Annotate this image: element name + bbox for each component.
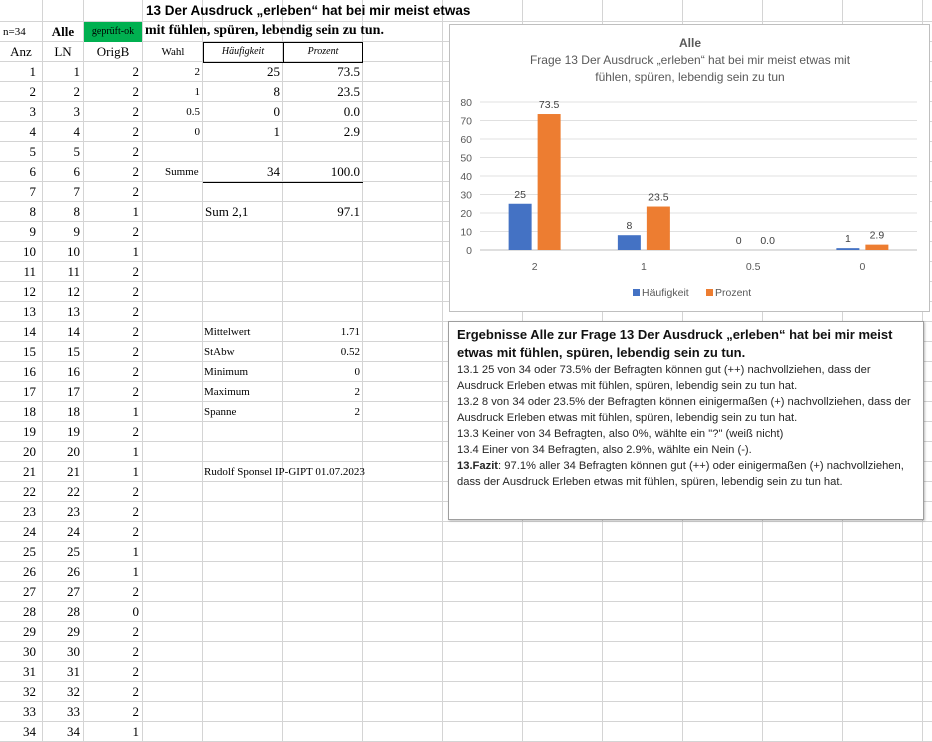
row-anz[interactable]: 34 [23, 724, 36, 739]
freq-wahl[interactable]: 1 [194, 86, 200, 98]
sheet-title[interactable]: 13 Der Ausdruck „erleben“ hat bei mir meist etwas [146, 3, 471, 18]
stat-label[interactable]: Mittelwert [204, 326, 251, 338]
data-label: 73.5 [538, 99, 560, 112]
author-credit[interactable]: Rudolf Sponsel IP-GIPT 01.07.2023 [204, 466, 365, 478]
fazit-label: 13.Fazit [457, 460, 499, 472]
y-tick-label: 60 [460, 134, 472, 146]
checked-label: geprüft-ok [91, 26, 135, 37]
data-label: 2.9 [869, 229, 885, 242]
data-label: 8 [626, 220, 633, 233]
header-ln[interactable]: LN [54, 44, 72, 59]
row-ln[interactable]: 32 [67, 684, 80, 699]
legend-label: Prozent [715, 287, 752, 299]
header-wahl[interactable]: Wahl [161, 46, 185, 58]
freq-haeufigkeit[interactable]: 25 [267, 64, 280, 79]
y-tick-label: 30 [460, 189, 472, 202]
row-origb[interactable]: 2 [132, 284, 139, 299]
stat-value[interactable]: 0.52 [340, 346, 360, 358]
row-ln[interactable]: 30 [67, 644, 80, 659]
row-ln[interactable]: 27 [67, 584, 80, 599]
table-border-right [362, 42, 363, 62]
legend-swatch [633, 289, 640, 296]
row-anz[interactable]: 5 [29, 144, 36, 159]
header-origb[interactable]: OrigB [96, 44, 130, 59]
row-origb[interactable]: 1 [132, 404, 139, 419]
stat-value[interactable]: 2 [354, 386, 360, 398]
freq-wahl[interactable]: 0 [194, 126, 200, 138]
row-ln[interactable]: 1 [73, 64, 80, 79]
row-origb[interactable]: 2 [132, 364, 139, 379]
x-tick-label: 2 [531, 261, 538, 273]
table-border-header [203, 62, 363, 63]
y-tick-label: 70 [460, 115, 472, 128]
freq-prozent[interactable]: 2.9 [343, 124, 360, 139]
header-anz[interactable]: Anz [10, 44, 32, 59]
row-origb[interactable]: 2 [132, 224, 139, 239]
legend-label: Häufigkeit [642, 287, 689, 299]
row-anz[interactable]: 30 [23, 644, 36, 659]
y-tick-label: 10 [460, 226, 472, 239]
results-textbox[interactable] [448, 321, 924, 520]
row-origb[interactable]: 2 [132, 104, 139, 119]
summe-prozent[interactable]: 100.0 [330, 164, 360, 179]
row-ln[interactable]: 24 [67, 524, 80, 539]
row-anz[interactable]: 26 [23, 564, 36, 579]
row-anz[interactable]: 3 [29, 104, 36, 119]
row-origb[interactable]: 2 [132, 524, 139, 539]
row-ln[interactable]: 4 [73, 124, 80, 139]
row-anz[interactable]: 17 [23, 384, 36, 399]
row-origb[interactable]: 2 [132, 144, 139, 159]
row-anz[interactable]: 9 [29, 224, 36, 239]
x-tick-label: 0.5 [745, 261, 761, 273]
data-label: 25 [514, 188, 526, 201]
row-ln[interactable]: 5 [73, 144, 80, 159]
row-anz[interactable]: 15 [23, 344, 36, 359]
grid-col-line [362, 0, 363, 742]
row-origb[interactable]: 2 [132, 64, 139, 79]
row-anz[interactable]: 21 [23, 464, 36, 479]
row-ln[interactable]: 19 [67, 424, 80, 439]
row-anz[interactable]: 29 [23, 624, 36, 639]
row-origb[interactable]: 2 [132, 84, 139, 99]
row-ln[interactable]: 20 [67, 444, 80, 459]
row-anz[interactable]: 20 [23, 444, 36, 459]
freq-prozent[interactable]: 73.5 [337, 64, 360, 79]
bar-haeufigkeit [509, 204, 532, 250]
row-origb[interactable]: 0 [132, 604, 139, 619]
grid-row-line [0, 721, 932, 722]
chart-subtitle-line2: fühlen, spüren, lebendig sein zu tun [595, 70, 785, 84]
x-tick-label: 1 [640, 261, 647, 273]
fazit-text: : 97.1% aller 34 Befragten können gut (++) oder einigermaßen (+) nachvollziehen, dass der Ausdruck Erleben etwas mit fühlen, spüren, lebendig sein zu tun hat. [457, 460, 904, 488]
row-anz[interactable]: 1 [29, 64, 36, 79]
row-ln[interactable]: 23 [67, 504, 80, 519]
stat-value[interactable]: 0 [354, 366, 360, 378]
stat-value[interactable]: 2 [354, 406, 360, 418]
row-ln[interactable]: 25 [67, 544, 80, 559]
row-origb[interactable]: 1 [132, 444, 139, 459]
row-origb[interactable]: 2 [132, 184, 139, 199]
row-anz[interactable]: 33 [23, 704, 36, 719]
summe-haeufigkeit[interactable]: 34 [267, 164, 280, 179]
alle-label[interactable]: Alle [51, 24, 75, 39]
row-origb[interactable]: 2 [132, 324, 139, 339]
x-tick-label: 0 [859, 261, 866, 273]
grid-row-line [0, 641, 932, 642]
y-tick-label: 80 [460, 97, 472, 109]
row-anz[interactable]: 23 [23, 504, 36, 519]
y-tick-label: 20 [460, 208, 472, 220]
chart-panel[interactable] [449, 24, 930, 312]
row-anz[interactable]: 8 [29, 204, 36, 219]
row-origb[interactable]: 2 [132, 644, 139, 659]
row-anz[interactable]: 2 [29, 84, 36, 99]
header-haeufigkeit[interactable]: Häufigkeit [221, 46, 265, 57]
bar-chart [450, 25, 931, 313]
chart-subtitle-line1: Frage 13 Der Ausdruck „erleben“ hat bei mir meist etwas mit [529, 53, 851, 67]
row-anz[interactable]: 28 [23, 604, 36, 619]
row-ln[interactable]: 6 [73, 164, 80, 179]
row-anz[interactable]: 7 [29, 184, 36, 199]
header-prozent[interactable]: Prozent [307, 46, 339, 57]
stat-label[interactable]: Minimum [204, 366, 249, 378]
legend-swatch [706, 289, 713, 296]
grid-row-line [0, 661, 932, 662]
summe-border [203, 182, 363, 183]
row-origb[interactable]: 2 [132, 584, 139, 599]
row-ln[interactable]: 17 [67, 384, 80, 399]
results-p3: 13.3 Keiner von 34 Befragten, also 0%, wählte ein "?" (weiß nicht) [457, 428, 784, 440]
stat-label[interactable]: Maximum [204, 386, 250, 398]
row-ln[interactable]: 3 [73, 104, 80, 119]
row-anz[interactable]: 10 [23, 244, 36, 259]
row-anz[interactable]: 13 [23, 304, 36, 319]
results-fazit [457, 458, 915, 490]
freq-haeufigkeit[interactable]: 1 [273, 124, 280, 139]
table-border-mid [283, 42, 284, 62]
row-ln[interactable]: 31 [67, 664, 80, 679]
results-title: Ergebnisse Alle zur Frage 13 Der Ausdruck „erleben“ hat bei mir meist etwas mit fühlen, spüren, lebendig sein zu tun. [457, 327, 893, 360]
row-ln[interactable]: 9 [73, 224, 80, 239]
grid-row-line [0, 621, 932, 622]
chart-title: Alle [678, 36, 702, 50]
row-anz[interactable]: 22 [23, 484, 36, 499]
grid-row-line [0, 581, 932, 582]
grid-row-line [0, 701, 932, 702]
row-anz[interactable]: 19 [23, 424, 36, 439]
data-label: 0.0 [760, 235, 775, 247]
row-ln[interactable]: 29 [67, 624, 80, 639]
stat-label[interactable]: StAbw [204, 346, 235, 358]
row-origb[interactable]: 2 [132, 304, 139, 319]
row-anz[interactable]: 25 [23, 544, 36, 559]
row-origb[interactable]: 2 [132, 424, 139, 439]
grid-row-line [0, 521, 932, 522]
freq-haeufigkeit[interactable]: 8 [273, 84, 280, 99]
row-origb[interactable]: 1 [132, 464, 139, 479]
row-anz[interactable]: 32 [23, 684, 36, 699]
n-label[interactable]: n=34 [3, 26, 26, 38]
row-origb[interactable]: 2 [132, 484, 139, 499]
stat-value[interactable]: 1.71 [340, 326, 360, 338]
table-border-left [203, 42, 204, 62]
bar-haeufigkeit [618, 235, 641, 250]
row-anz[interactable]: 6 [29, 164, 36, 179]
row-ln[interactable]: 16 [67, 364, 80, 379]
row-ln[interactable]: 14 [67, 324, 80, 339]
results-p2: 13.2 8 von 34 oder 23.5% der Befragten können einigermaßen (+) nachvollziehen, dass der Ausdruck Erleben etwas mit fühlen, spüren, lebendig sein zu tun hat. [457, 396, 911, 424]
freq-haeufigkeit[interactable]: 0 [273, 104, 280, 119]
row-origb[interactable]: 1 [132, 204, 139, 219]
row-ln[interactable]: 33 [67, 704, 80, 719]
row-ln[interactable]: 13 [67, 304, 80, 319]
row-anz[interactable]: 11 [23, 264, 36, 279]
sum21-value[interactable]: 97.1 [337, 204, 360, 219]
row-origb[interactable]: 2 [132, 664, 139, 679]
results-p4: 13.4 Einer von 34 Befragten, also 2.9%, wählte ein Nein (-). [457, 444, 752, 456]
row-origb[interactable]: 2 [132, 164, 139, 179]
sum21-label[interactable]: Sum 2,1 [205, 204, 249, 219]
row-anz[interactable]: 31 [23, 664, 36, 679]
row-ln[interactable]: 26 [67, 564, 80, 579]
freq-prozent[interactable]: 0.0 [343, 104, 360, 119]
stat-label[interactable]: Spanne [204, 406, 237, 418]
row-anz[interactable]: 27 [23, 584, 36, 599]
row-anz[interactable]: 16 [23, 364, 36, 379]
row-ln[interactable]: 18 [67, 404, 80, 419]
freq-wahl[interactable]: 2 [194, 66, 200, 78]
bar-prozent [538, 114, 561, 250]
row-anz[interactable]: 24 [23, 524, 36, 539]
row-origb[interactable]: 2 [132, 704, 139, 719]
row-origb[interactable]: 1 [132, 724, 139, 739]
data-label: 23.5 [648, 191, 669, 204]
row-ln[interactable]: 34 [67, 724, 80, 739]
sheet-subtitle[interactable]: mit fühlen, spüren, lebendig sein zu tun. [145, 23, 384, 38]
freq-prozent[interactable]: 23.5 [337, 84, 360, 99]
row-ln[interactable]: 11 [67, 264, 80, 279]
row-anz[interactable]: 4 [29, 124, 36, 139]
row-ln[interactable]: 10 [67, 244, 80, 259]
row-ln[interactable]: 2 [73, 84, 80, 99]
row-origb[interactable]: 1 [132, 244, 139, 259]
row-ln[interactable]: 21 [67, 464, 80, 479]
y-tick-label: 50 [460, 152, 472, 165]
row-ln[interactable]: 7 [73, 184, 80, 199]
grid-row-line [0, 601, 932, 602]
row-ln[interactable]: 15 [67, 344, 80, 359]
row-ln[interactable]: 28 [67, 604, 80, 619]
row-origb[interactable]: 2 [132, 504, 139, 519]
row-origb[interactable]: 2 [132, 684, 139, 699]
row-origb[interactable]: 1 [132, 544, 139, 559]
results-p1: 13.1 25 von 34 oder 73.5% der Befragten können gut (++) nachvollziehen, dass der Ausdruck Erleben etwas mit fühlen, spüren, lebendig sein zu tun hat. [457, 364, 871, 392]
bar-haeufigkeit [836, 248, 859, 250]
row-origb[interactable]: 2 [132, 624, 139, 639]
grid-row-line [0, 681, 932, 682]
row-anz[interactable]: 12 [23, 284, 36, 299]
bar-prozent [647, 207, 670, 250]
row-ln[interactable]: 22 [67, 484, 80, 499]
row-ln[interactable]: 12 [67, 284, 80, 299]
row-origb[interactable]: 2 [132, 344, 139, 359]
grid-row-line [0, 541, 932, 542]
grid-row-line [0, 561, 932, 562]
freq-wahl[interactable]: 0.5 [186, 106, 200, 118]
y-tick-label: 0 [466, 245, 472, 257]
row-origb[interactable]: 1 [132, 564, 139, 579]
row-origb[interactable]: 2 [132, 264, 139, 279]
row-anz[interactable]: 18 [23, 404, 36, 419]
row-origb[interactable]: 2 [132, 124, 139, 139]
row-origb[interactable]: 2 [132, 384, 139, 399]
data-label: 1 [844, 233, 851, 246]
grid-col-line [442, 0, 443, 742]
row-ln[interactable]: 8 [73, 204, 80, 219]
summe-label[interactable]: Summe [165, 166, 199, 178]
data-label: 0 [735, 235, 742, 247]
bar-prozent [865, 245, 888, 250]
y-tick-label: 40 [460, 171, 472, 183]
row-anz[interactable]: 14 [23, 324, 36, 339]
